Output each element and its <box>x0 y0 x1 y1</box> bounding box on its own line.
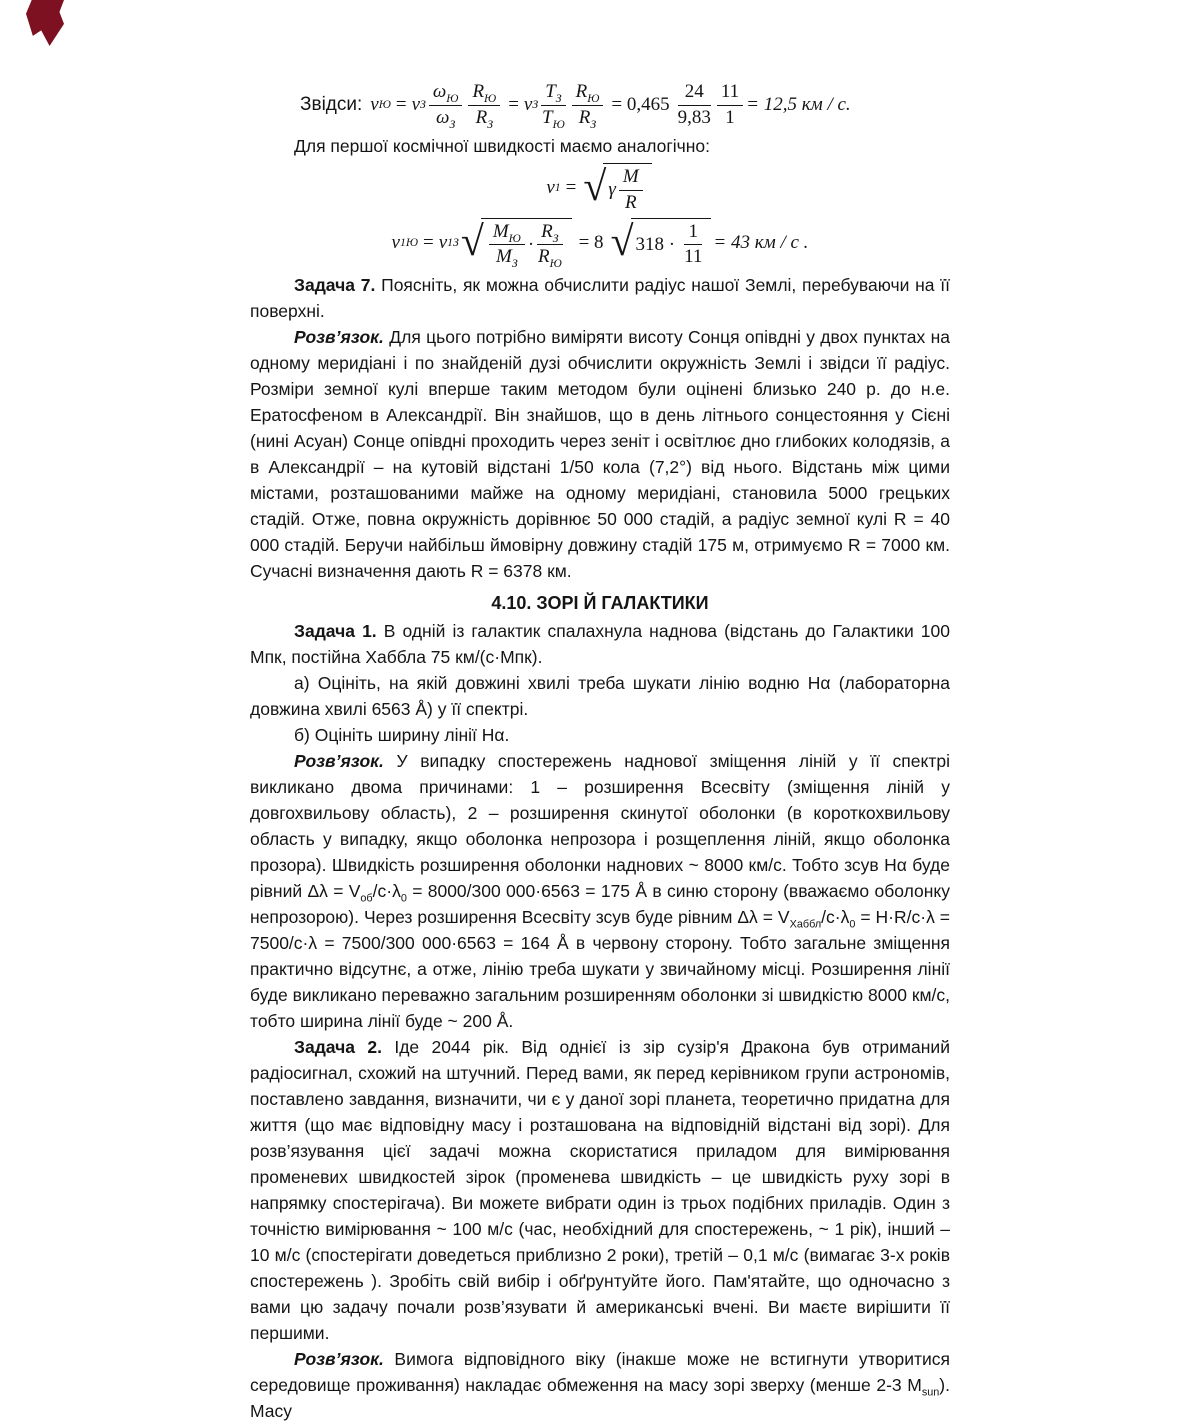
fraction-11-1: $\frac{11}{1}$ <box>717 82 743 129</box>
square-root: √ γ $\frac{M}{R}$ <box>583 163 651 214</box>
fraction-1-11: $\frac{1}{11}$ <box>684 220 703 268</box>
formula-lead-in: Звідси: <box>300 93 363 115</box>
solution-label: Розв’язок. <box>294 1349 384 1370</box>
page-corner-mark <box>26 0 64 46</box>
problem-2-solution: Розв’язок. Вимога відповідного віку (інакше може не встигнути утворитися середовище проживання) накладає обмеження на масу зорі зверху (менше 2-3 $M_{sun}$). Масу <box>250 1349 950 1422</box>
problem-1-item-b: б) Оцініть ширину лінії Hα. <box>294 725 510 746</box>
square-root: √ $\frac{M_Ю}{M_З}$ · $\frac{R_З}{R_Ю}$ <box>461 218 572 269</box>
problem-2-statement: Задача 2. Іде 2044 рік. Від однієї із зір сузір'я Дракона був отриманий радіосигнал, схожий на штучний. Перед вами, як перед керівником групи астрономів, поставлено завдання, визначити, чи є у даної зорі планета, теоретично придатна для життя (що має відповідну масу і розташована на відповідній відстані від зорі). Для розв’язування цієї задачі можна скористатися приладом для вимірювання променевих швидкостей зірок (променева швидкість – це швидкість руху зорі в напрямку спостерігача). Ви можете вибрати один із трьох подібних приладів. Один з точністю вимірювання ~ 100 м/с (час, необхідний для спостережень, ~ 1 рік), інший – 10 м/с (спостерігати доведеться приблизно 2 роки), третій – 0,1 м/с (вимагає 3-х років спостережень ). Зробіть свій вибір і обґрунтуйте його. Пам'ятайте, що одночасно з вами цю задачу почали розв’язувати й американські вчені. Ви маєте вирішити її першими. <box>250 1037 950 1344</box>
problem-7-solution: Розв’язок. Для цього потрібно виміряти висоту Сонця опівдні у двох пунктах на одному меридіані і по знайденій дузі обчислити окружність Землі і звідси її радіус. Розміри земної кулі вперше таким методом були оцінені близько 240 р. до н.е. Ератосфеном в Александрії. Він знайшов, що в день літнього сонцестояння у Сієні (нині Асуан) Сонце опівдні проходить через зеніт і освітлює дно глибоких колодязів, а в Александрії – на кутовій відстані 1/50 кола (7,2°) від нього. Відстань між цими містами, розташованими майже на одному меридіані, становила 5000 грецьких стадій. Отже, повна окружність дорівнює 50 000 стадій, а радіус земної кулі R = 40 000 стадій. Беручи найбільш ймовірну довжину стадій 175 м, отримуємо R = 7000 км. Сучасні визначення дають R = 6378 км. <box>250 327 950 582</box>
fraction-m-r: $\frac{M}{R}$ <box>619 167 643 214</box>
solution-label: Розв’язок. <box>294 327 384 348</box>
problem-1-statement: Задача 1. В одній із галактик спалахнула наднова (відстань до Галактики 100 Мпк, постійна Хаббла 75 км/(с·Мпк). <box>250 621 950 668</box>
problem-1-solution: Розв’язок. У випадку спостережень наднової зміщення ліній у її спектрі викликано двома причинами: 1 – розширення Всесвіту (зміщення ліній у довгохвильову область), 2 – розширення скинутої оболонки (в короткохвильову область у випадку, якщо оболонка непрозора і розщеплення ліній, якщо оболонка прозора). Швидкість розширення оболонки наднових ~ 8000 км/с. Тобто зсув Hα буде рівний $\Delta\lambda = V_{об}/c\cdot\lambda_0 = 8000/300$ 000·6563 = 175 Å в синю сторону (вважаємо оболонку непрозорою). Через розширення Всесвіту зсув буде рівним $\Delta\lambda = V_{Хаббл}/c\cdot\lambda_0 = H\cdot R/c\cdot\lambda = 7500/c\cdot\lambda = 7500/300$ 000·6563 = 164 Å в червону сторону. Тобто загальне зміщення практично відсутнє, а отже, лінію треба шукати у звичайному місці. Розширення лінії буде викликано переважно загальним розширенням оболонки зі швидкістю 8000 км/с, тобто ширина лінії буде ~ 200 Å. <box>250 751 950 1032</box>
first-cosmic-velocity-lead: Для першої космічної швидкості маємо аналогічно: <box>294 135 710 156</box>
problem-7-statement: Задача 7. Поясніть, як можна обчислити радіус нашої Землі, перебуваючи на її поверхні. <box>250 275 951 322</box>
problem-1-label: Задача 1. <box>294 621 377 642</box>
solution-label: Розв’язок. <box>294 751 384 772</box>
fraction-mass-ratio: $\frac{M_Ю}{M_З}$ <box>489 222 525 269</box>
formula-result: = 12,5 км / с. <box>746 93 851 115</box>
problem-7-label: Задача 7. <box>294 275 376 296</box>
fraction-radius-ratio: $\frac{R_З}{R_Ю}$ <box>537 220 562 271</box>
formula-first-cosmic-velocity-jupiter: v 1Ю = v 1З √ $\frac{M_Ю}{M_З}$ · $\frac{R_З}{R_Ю}$ = 8 √ 318 · $\frac{1}{11}$ = 43 км / с . <box>391 219 809 271</box>
fraction-omega: $\frac{\omega_Ю}{\omega_З}$ <box>429 82 463 129</box>
fraction-period: $\frac{T_З}{T_Ю}$ <box>542 81 565 131</box>
fraction-radius-2: $\frac{R_Ю}{R_З}$ <box>572 82 604 129</box>
formula-first-cosmic-velocity: v 1 = √ γ $\frac{M}{R}$ <box>250 163 950 214</box>
fraction-24-983: $\frac{24}{9,83}$ <box>677 81 711 128</box>
problem-2-label: Задача 2. <box>294 1037 382 1058</box>
problem-1-item-a: а) Оцініть, на якій довжині хвилі треба шукати лінію водню Hα (лабораторна довжина хвилі 6563 Å) у її спектрі. <box>250 673 950 720</box>
fraction-radius: $\frac{R_Ю}{R_З}$ <box>468 82 500 129</box>
section-heading: 4.10. ЗОРІ Й ГАЛАКТИКИ <box>491 593 709 614</box>
page-content <box>250 78 950 1424</box>
formula-jupiter-orbital-velocity: Звідси: v Ю = v З $\frac{\omega_Ю}{\omega_З}$ $\frac{R_Ю}{R_З}$ = v З $\frac{T_З}{T_Ю}$ $\frac{R_Ю}{R_З}$ = 0,465 $\frac{24}{9,83}$ $\frac{11}{1}$ = 12,5 км / с. <box>300 81 851 131</box>
formula-result: = 43 км / с . <box>713 231 809 253</box>
square-root: √ 318 · $\frac{1}{11}$ <box>611 218 712 269</box>
